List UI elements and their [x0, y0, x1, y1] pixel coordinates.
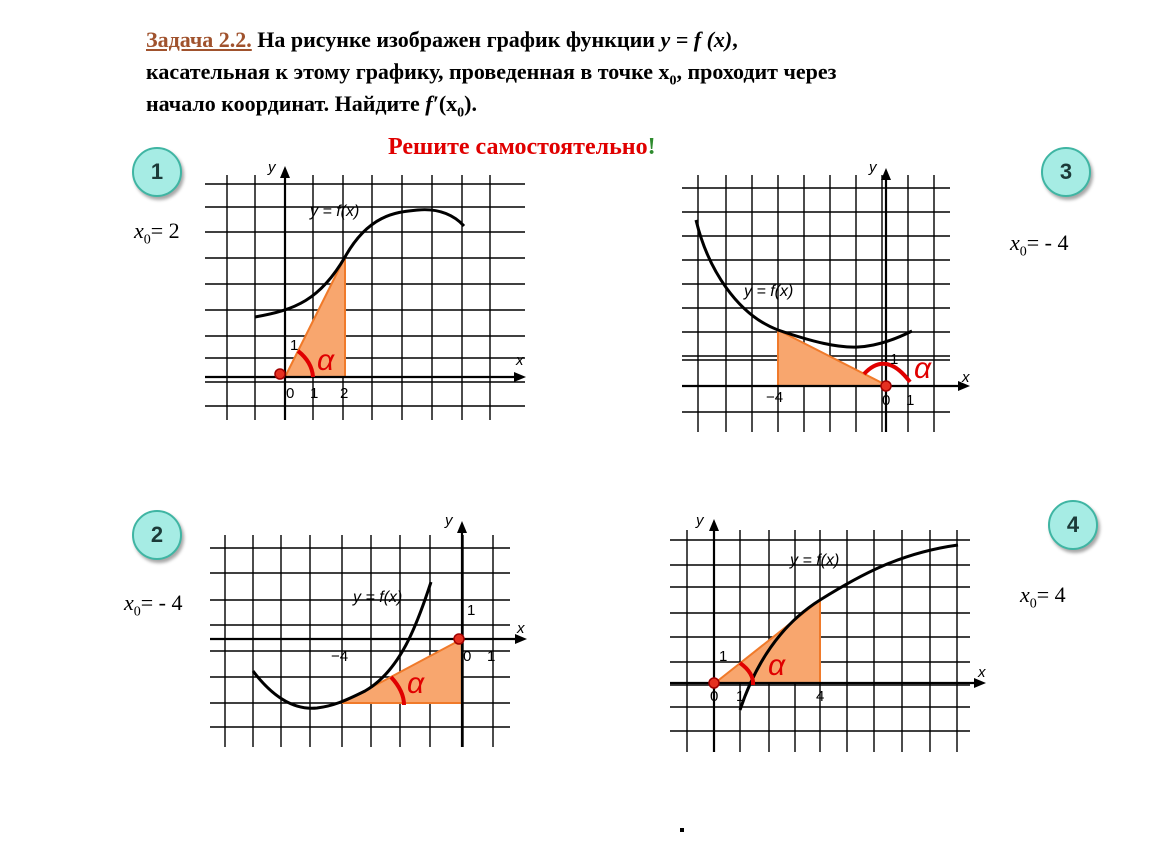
- x0-sub: 0: [143, 232, 151, 248]
- x0-var: x: [1020, 582, 1030, 607]
- x-tick-label: 0: [882, 392, 891, 409]
- x-axis-label: x: [962, 369, 970, 386]
- x-tick-label: 2: [340, 385, 349, 402]
- graph-1: [200, 150, 540, 425]
- graph-4: [660, 505, 995, 755]
- decorative-dot: [680, 828, 684, 832]
- x-tick-label: 1: [736, 688, 745, 705]
- x-tick-label: 1: [906, 392, 915, 409]
- x0-var: x: [124, 590, 134, 615]
- tangent-point: [454, 634, 464, 644]
- x0-label-1: [134, 218, 180, 248]
- alpha-label: α: [914, 352, 932, 385]
- alpha-label: α: [768, 649, 786, 682]
- task-line-1: [146, 24, 1106, 56]
- x-axis-label: x: [978, 664, 986, 681]
- problem-badge-2[interactable]: 2: [132, 510, 182, 560]
- origin-point: [881, 381, 891, 391]
- x-axis-label: x: [516, 352, 524, 369]
- problem-badge-3[interactable]: 3: [1041, 147, 1091, 197]
- task-line3-c: ).: [464, 91, 477, 116]
- task-derivative: f′: [425, 91, 439, 116]
- y-tick-label: 1: [890, 351, 899, 368]
- grid-lines: [205, 175, 525, 420]
- task-line3-b: (x: [438, 91, 458, 116]
- task-line-2: [146, 56, 1106, 88]
- solve-mark: !: [647, 134, 656, 160]
- task-line2-a: касательная к этому графику, проведенная в точке x: [146, 59, 670, 84]
- function-label: y = f(x): [310, 203, 360, 220]
- task-line-3: [146, 88, 1106, 120]
- alpha-label: α: [317, 344, 335, 377]
- x0-value: = - 4: [1026, 230, 1069, 255]
- x-tick-label: 0: [286, 385, 295, 402]
- task-line1-end: ,: [732, 27, 738, 52]
- x-tick-label: 0: [710, 688, 719, 705]
- tangent-triangle: [285, 257, 345, 377]
- x0-value: = 4: [1036, 582, 1066, 607]
- solve-text: Решите самостоятельно: [388, 134, 648, 160]
- function-label: y = f(x): [790, 552, 840, 569]
- y-axis-label: y: [696, 512, 704, 529]
- origin-point: [709, 678, 719, 688]
- tangent-triangle: [778, 330, 888, 386]
- x0-var: x: [1010, 230, 1020, 255]
- x0-label-2: [124, 590, 183, 620]
- x0-label-4: [1020, 582, 1066, 612]
- x-tick-label: 1: [487, 648, 496, 665]
- x0-value: = 2: [150, 218, 180, 243]
- x-axis-arrow: [514, 372, 526, 382]
- task-statement: [146, 24, 1106, 120]
- y-tick-label: 1: [719, 648, 728, 665]
- alpha-label: α: [407, 667, 425, 700]
- x-tick-label: −4: [331, 648, 349, 665]
- origin-point: [275, 369, 285, 379]
- x0-var: x: [134, 218, 144, 243]
- y-tick-label: 1: [467, 602, 476, 619]
- task-line1-text: На рисунке изображен график функции: [251, 27, 661, 52]
- graph-3: [668, 150, 988, 432]
- x-tick-label: −4: [766, 389, 784, 406]
- task-line3-a: начало координат. Найдите: [146, 91, 426, 116]
- y-axis-arrow: [280, 166, 290, 178]
- x0-label-3: [1010, 230, 1069, 260]
- x0-sub: 0: [133, 604, 141, 620]
- y-axis-arrow: [881, 168, 891, 180]
- graph-2: [205, 505, 535, 750]
- y-tick-label: 1: [290, 337, 299, 354]
- function-label: y = f(x): [353, 589, 403, 606]
- task-line2-sub: 0: [669, 73, 677, 89]
- task-function: y = f (x): [660, 27, 733, 52]
- problem-badge-1[interactable]: 1: [132, 147, 182, 197]
- y-axis-arrow: [457, 521, 467, 533]
- y-axis-label: y: [268, 159, 276, 176]
- y-axis-arrow: [709, 519, 719, 531]
- x-tick-label: 4: [816, 688, 825, 705]
- x0-sub: 0: [1019, 244, 1027, 260]
- y-axis-label: y: [869, 159, 877, 176]
- x-tick-label: 0: [463, 648, 472, 665]
- x0-value: = - 4: [140, 590, 183, 615]
- y-axis-label: y: [445, 512, 453, 529]
- x0-sub: 0: [1029, 596, 1037, 612]
- x-tick-label: 1: [310, 385, 319, 402]
- task-link[interactable]: Задача 2.2.: [146, 27, 252, 52]
- task-line3-sub: 0: [457, 105, 465, 121]
- function-label: y = f(x): [744, 283, 794, 300]
- x-axis-label: x: [517, 620, 525, 637]
- problem-badge-4[interactable]: 4: [1048, 500, 1098, 550]
- task-line2-b: , проходит через: [676, 59, 837, 84]
- grid-lines: [210, 535, 510, 747]
